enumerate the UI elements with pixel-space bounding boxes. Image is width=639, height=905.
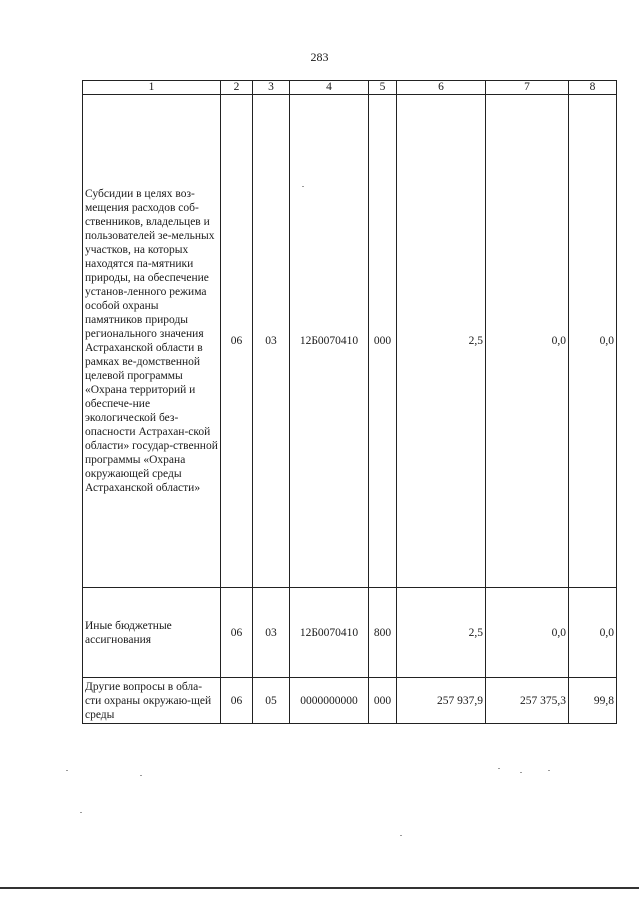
target-article-cell: 12Б0070410 <box>290 588 369 678</box>
scan-speck <box>548 770 550 771</box>
column-header: 4 <box>290 81 369 95</box>
expense-type-cell: 000 <box>369 678 397 724</box>
header-row <box>83 81 617 95</box>
column-header: 2 <box>221 81 253 95</box>
scan-speck <box>520 772 522 773</box>
planned-amount-cell: 2,5 <box>397 95 486 588</box>
section-cell: 06 <box>221 95 253 588</box>
planned-amount-cell: 257 937,9 <box>397 678 486 724</box>
row-name-cell: Иные бюджетные ассигнования <box>83 588 221 678</box>
column-header: 3 <box>253 81 290 95</box>
percent-cell: 99,8 <box>569 678 617 724</box>
table-row <box>83 678 617 724</box>
row-name-cell: Другие вопросы в обла-сти охраны окружаю-щей среды <box>83 678 221 724</box>
subsection-cell: 03 <box>253 588 290 678</box>
scan-speck <box>400 835 402 836</box>
expense-type-cell: 000 <box>369 95 397 588</box>
table-row <box>83 95 617 588</box>
column-header: 8 <box>569 81 617 95</box>
page-bottom-rule <box>0 887 639 889</box>
column-header: 1 <box>83 81 221 95</box>
subsection-cell: 05 <box>253 678 290 724</box>
scan-speck <box>302 186 304 187</box>
executed-amount-cell: 0,0 <box>486 95 569 588</box>
scan-speck <box>80 812 82 813</box>
column-header: 6 <box>397 81 486 95</box>
percent-cell: 0,0 <box>569 588 617 678</box>
target-article-cell: 12Б0070410 <box>290 95 369 588</box>
section-cell: 06 <box>221 588 253 678</box>
scan-speck <box>498 768 500 769</box>
section-cell: 06 <box>221 678 253 724</box>
table-row <box>83 588 617 678</box>
expense-type-cell: 800 <box>369 588 397 678</box>
row-name-cell: Субсидии в целях воз-мещения расходов соб-ственников, владельцев и пользователей зе-мельных участков, на которых находятся па-мятники природы, на обеспечение установ-ленного режима особой охраны памятников природы регионального значения Астраханской области в рамках ве-домственной целевой программы «Охрана территорий и обеспече-ние экологической без-опасности Астрахан-ской области» государ-ственной программы «Охрана окружающей среды Астраханской области» <box>83 95 221 588</box>
budget-table <box>82 80 617 724</box>
column-header: 7 <box>486 81 569 95</box>
column-header: 5 <box>369 81 397 95</box>
scan-speck <box>140 775 142 776</box>
scan-speck <box>66 770 68 771</box>
subsection-cell: 03 <box>253 95 290 588</box>
planned-amount-cell: 2,5 <box>397 588 486 678</box>
percent-cell: 0,0 <box>569 95 617 588</box>
page-number: 283 <box>310 50 329 64</box>
target-article-cell: 0000000000 <box>290 678 369 724</box>
executed-amount-cell: 257 375,3 <box>486 678 569 724</box>
executed-amount-cell: 0,0 <box>486 588 569 678</box>
